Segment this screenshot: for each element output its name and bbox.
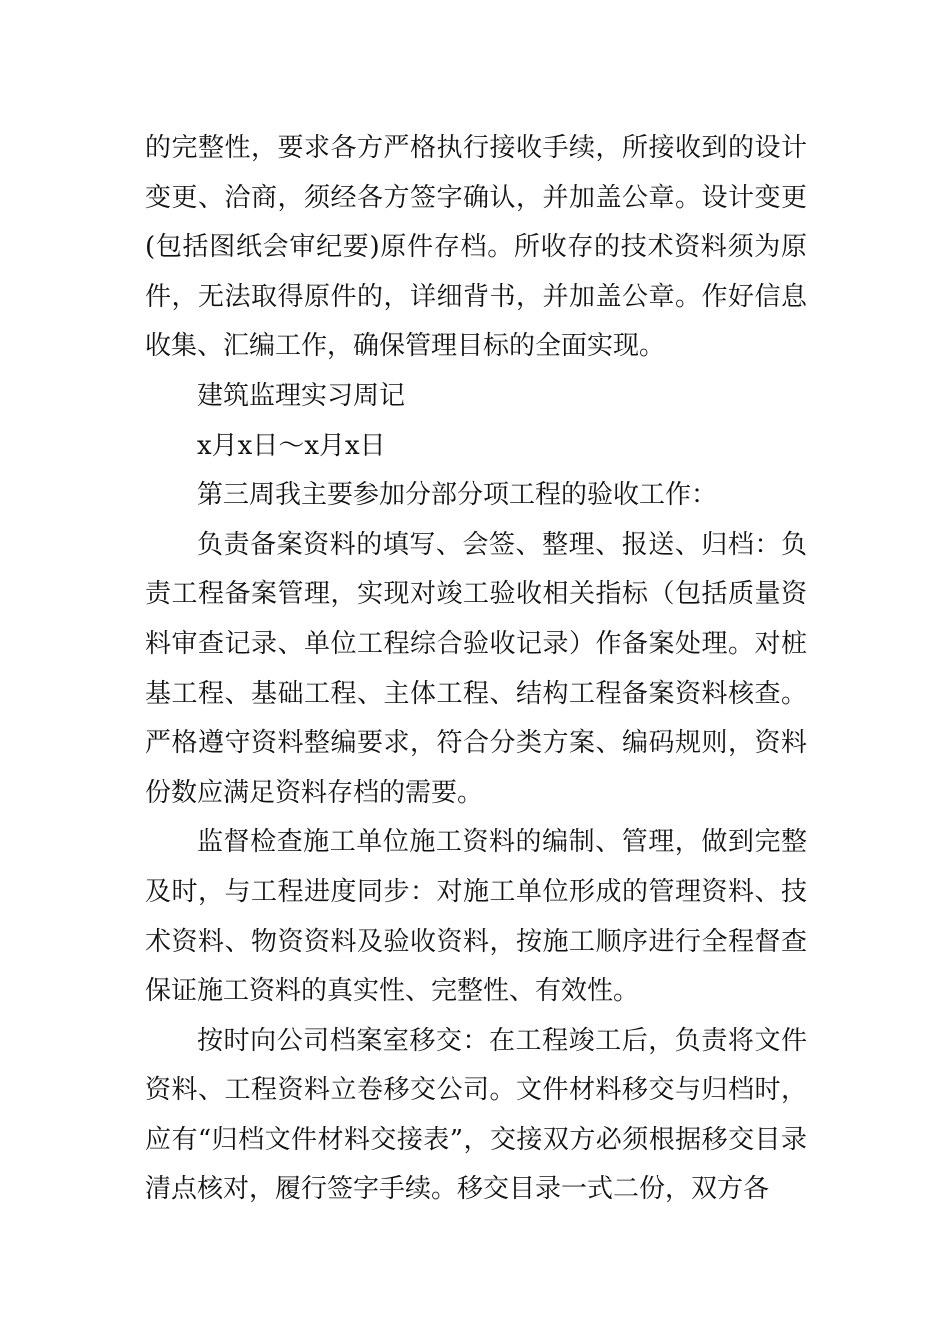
archive-transfer-paragraph: 按时向公司档案室移交：在工程竣工后，负责将文件资料、工程资料立卷移交公司。文件材料移交与归档时，应有“归档文件材料交接表”，交接双方必须根据移交目录清点核对，履行签字手续。移交目录一式二份，双方各 bbox=[145, 1025, 807, 1205]
weekly-journal-title: 建筑监理实习周记 bbox=[197, 380, 406, 411]
paragraph-continuation: 的完整性，要求各方严格执行接收手续，所接收到的设计变更、洽商，须经各方签字确认，并加盖公章。设计变更(包括图纸会审纪要)原件存档。所收存的技术资料须为原件，无法取得原件的，详细背书，并加盖公章。作好信息收集、汇编工作，确保管理目标的全面实现。 bbox=[145, 133, 807, 362]
supervision-paragraph: 监督检查施工单位施工资料的编制、管理，做到完整及时，与工程进度同步：对施工单位形成的管理资料、技术资料、物资资料及验收资料，按施工顺序进行全程督查保证施工资料的真实性、完整性、有效性。 bbox=[145, 827, 807, 1007]
document-body bbox=[145, 124, 807, 1215]
week-intro-paragraph: 第三周我主要参加分部分项工程的验收工作： bbox=[197, 480, 718, 511]
filing-records-paragraph: 负责备案资料的填写、会签、整理、报送、归档：负责工程备案管理，实现对竣工验收相关指标（包括质量资料审查记录、单位工程综合验收记录）作备案处理。对桩基工程、基础工程、主体工程、结构工程备案资料核查。严格遵守资料整编要求，符合分类方案、编码规则，资料份数应满足资料存档的需要。 bbox=[145, 529, 807, 808]
date-range: x月x日～x月x日 bbox=[197, 430, 386, 461]
